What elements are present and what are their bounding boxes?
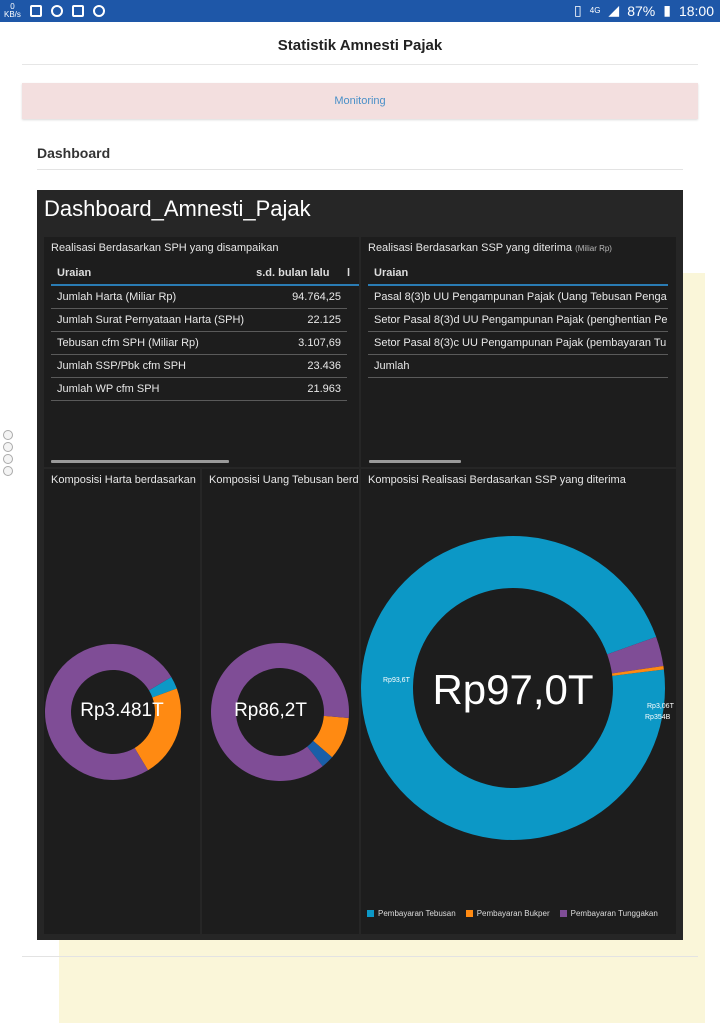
- shield-icon: [93, 5, 105, 17]
- network-speed: 0 KB/s: [4, 2, 21, 19]
- legend-item[interactable]: [367, 909, 456, 918]
- row-value: 94.764,25: [250, 285, 347, 308]
- row-label: Setor Pasal 8(3)d UU Pengampunan Pajak (penghentian Pe: [368, 308, 668, 331]
- column-header[interactable]: l: [347, 262, 359, 285]
- dashboard-embed: [37, 190, 683, 940]
- label-bukper: Rp354B: [645, 714, 671, 721]
- row-label: Jumlah: [368, 354, 668, 377]
- label-tebusan: Rp93,6T: [383, 677, 410, 684]
- row-label: Setor Pasal 8(3)c UU Pengampunan Pajak (pembayaran Tu: [368, 331, 668, 354]
- handle-dot-icon: [3, 442, 13, 452]
- tab-bar: [22, 83, 698, 119]
- handle-dot-icon: [3, 430, 13, 440]
- column-header[interactable]: Uraian: [51, 262, 250, 285]
- legend-swatch: [466, 910, 473, 917]
- row-label: Jumlah Harta (Miliar Rp): [51, 285, 250, 308]
- horizontal-scrollbar[interactable]: [369, 460, 461, 463]
- page-title: Dashboard: [37, 145, 111, 161]
- battery-level: 87%: [627, 2, 656, 19]
- side-drawer-handle[interactable]: [3, 430, 13, 478]
- table-header: [51, 262, 359, 285]
- table-row: [51, 331, 359, 354]
- table-row: [368, 308, 668, 331]
- tebusan-total: Rp86,2T: [234, 700, 307, 721]
- ssp-title-text: Realisasi Berdasarkan SSP yang diterima: [368, 242, 573, 254]
- tebusan-chart-panel: [202, 469, 359, 934]
- ssp-unit: (Miliar Rp): [575, 244, 612, 253]
- handle-dot-icon: [3, 454, 13, 464]
- legend-label: Pembayaran Tebusan: [378, 909, 456, 918]
- row-value: 22.125: [250, 308, 347, 331]
- sph-table-title: Realisasi Berdasarkan SPH yang disampaikan: [51, 242, 279, 254]
- harta-total: Rp3.481T: [80, 700, 164, 721]
- legend-item[interactable]: [466, 909, 550, 918]
- label-tunggakan: Rp3,06T: [647, 703, 674, 710]
- legend-swatch: [560, 910, 567, 917]
- row-value: 21.963: [250, 377, 347, 400]
- table-row: [51, 285, 359, 308]
- clock: 18:00: [678, 2, 714, 19]
- signal-icon: ◢: [608, 2, 620, 18]
- table-header: [368, 262, 668, 285]
- legend-label: Pembayaran Bukper: [476, 909, 550, 918]
- ssp-chart-panel: [361, 469, 676, 934]
- table-row: [368, 354, 668, 377]
- upload-icon: [30, 5, 42, 17]
- ssp-table: [368, 262, 668, 378]
- whatsapp-icon: [51, 5, 63, 17]
- horizontal-scrollbar[interactable]: [51, 460, 229, 463]
- sph-table-panel: [44, 237, 359, 467]
- row-label: Jumlah Surat Pernyataan Harta (SPH): [51, 308, 250, 331]
- sph-table: [51, 262, 359, 401]
- table-row: [368, 331, 668, 354]
- dashboard-title: Dashboard_Amnesti_Pajak: [44, 196, 311, 221]
- ssp-total: Rp97,0T: [432, 666, 594, 713]
- section-divider: [37, 169, 683, 170]
- battery-icon: ▮: [663, 2, 671, 18]
- tebusan-chart-title: Komposisi Uang Tebusan berd: [209, 474, 359, 486]
- table-row: [51, 308, 359, 331]
- handle-dot-icon: [3, 466, 13, 476]
- table-row: [368, 285, 668, 308]
- chart-legend: [367, 909, 658, 918]
- app-header: [0, 22, 720, 68]
- table-row: [51, 377, 359, 400]
- harta-chart-title: Komposisi Harta berdasarkan: [51, 474, 196, 486]
- footer-divider: [22, 956, 698, 957]
- vibrate-icon: ▯: [574, 2, 582, 18]
- message-icon: [72, 5, 84, 17]
- header-divider: [22, 64, 698, 65]
- status-bar: [0, 0, 720, 22]
- row-label: Pasal 8(3)b UU Pengampunan Pajak (Uang Tebusan Penga: [368, 285, 668, 308]
- ssp-chart-title: Komposisi Realisasi Berdasarkan SSP yang diterima: [368, 474, 626, 486]
- legend-swatch: [367, 910, 374, 917]
- legend-label: Pembayaran Tunggakan: [570, 909, 658, 918]
- column-header[interactable]: s.d. bulan lalu: [250, 262, 347, 285]
- row-label: Jumlah WP cfm SPH: [51, 377, 250, 400]
- table-row: [51, 354, 359, 377]
- tab-monitoring[interactable]: Monitoring: [22, 83, 698, 119]
- ssp-table-panel: [361, 237, 676, 467]
- row-value: 23.436: [250, 354, 347, 377]
- harta-chart-panel: [44, 469, 200, 934]
- legend-item[interactable]: [560, 909, 658, 918]
- app-title: Statistik Amnesti Pajak: [277, 37, 443, 54]
- column-header[interactable]: Uraian: [368, 262, 668, 285]
- row-value: 3.107,69: [250, 331, 347, 354]
- network-type: 4G: [589, 6, 601, 15]
- row-label: Tebusan cfm SPH (Miliar Rp): [51, 331, 250, 354]
- ssp-table-title: [368, 242, 612, 254]
- row-label: Jumlah SSP/Pbk cfm SPH: [51, 354, 250, 377]
